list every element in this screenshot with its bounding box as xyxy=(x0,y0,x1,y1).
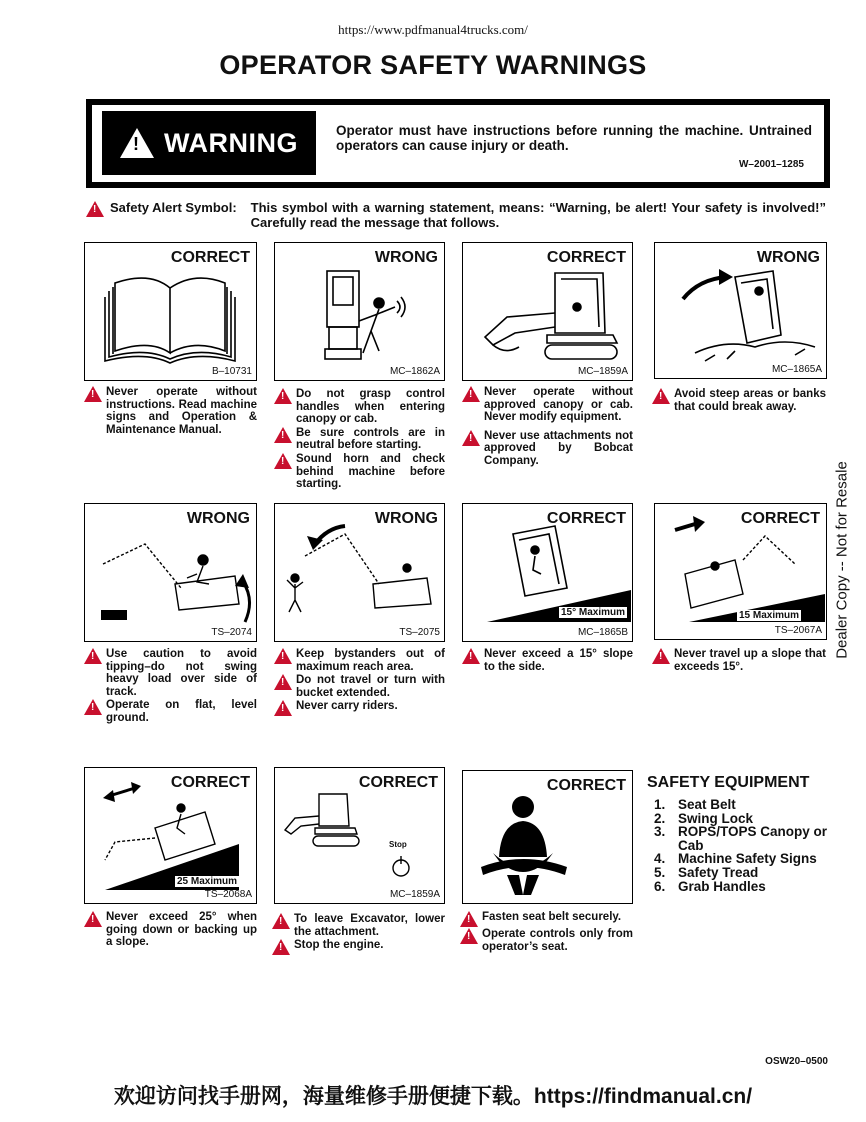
alert-triangle-icon xyxy=(272,939,290,955)
footer-banner[interactable]: 欢迎访问找手册网，海量维修手册便捷下载。https://findmanual.cn/ xyxy=(113,1085,753,1108)
caption-text: Fasten seat belt securely. xyxy=(482,911,622,923)
caption-text: Do not grasp control handles when entering canopy or cab. xyxy=(296,388,445,426)
alert-triangle-icon xyxy=(272,913,290,929)
safety-equipment-title: SAFETY EQUIPMENT xyxy=(647,774,810,791)
panel-heading: WRONG xyxy=(374,510,438,527)
caption-text: Operate controls only from operator’s seat. xyxy=(482,928,633,953)
warning-text: Operator must have instructions before running the machine. Untrained operators can cause injury or death. xyxy=(336,123,812,153)
caption-group xyxy=(652,388,826,414)
alert-text: This symbol with a warning statement, means: “Warning, be alert! Your safety is involved!” Carefully read the message that follows. xyxy=(250,200,826,230)
warning-triangle-icon: ! xyxy=(120,128,154,158)
alert-triangle-icon xyxy=(84,911,102,927)
panel-side-slope xyxy=(462,503,633,642)
panel-bystanders xyxy=(274,503,445,642)
alert-triangle-icon xyxy=(274,453,292,469)
caption-group xyxy=(274,388,445,492)
dealer-copy-side-text: Dealer Copy -- Not for Resale xyxy=(833,461,851,659)
list-item: 6. Grab Handles xyxy=(654,878,766,894)
panel-heading: CORRECT xyxy=(170,774,250,791)
panel-heading: CORRECT xyxy=(358,774,438,791)
caption-text: Be sure controls are in neutral before starting. xyxy=(296,426,445,452)
alert-triangle-icon xyxy=(274,388,292,404)
panel-heading: WRONG xyxy=(186,510,250,527)
panel-heading: WRONG xyxy=(374,249,438,266)
panel-code: MC–1859A xyxy=(577,366,628,377)
panel-code: TS–2075 xyxy=(399,627,440,638)
list-item: 5. Safety Tread xyxy=(654,864,759,880)
caption-group xyxy=(460,911,633,954)
alert-triangle-icon xyxy=(84,386,102,402)
caption-text: Stop the engine. xyxy=(294,939,384,952)
warning-word: WARNING xyxy=(164,127,298,158)
caption-text: Never operate without instructions. Read machine signs and Operation & Maintenance Manual. xyxy=(106,386,257,436)
panel-steep-banks xyxy=(654,242,827,379)
panel-code: MC–1859A xyxy=(389,889,440,900)
panel-travel-up-slope xyxy=(654,503,827,640)
list-item: 3. ROPS/TOPS Canopy or Cab xyxy=(654,824,828,853)
panel-code: TS–2074 xyxy=(211,627,252,638)
caption-group xyxy=(652,648,826,674)
source-url[interactable]: https://www.pdfmanual4trucks.com/ xyxy=(338,22,528,37)
alert-triangle-icon xyxy=(652,388,670,404)
caption-group xyxy=(462,648,633,674)
stop-label: Stop xyxy=(389,840,407,849)
caption-text: Never carry riders. xyxy=(296,700,398,713)
warning-label xyxy=(102,111,316,175)
alert-term: Safety Alert Symbol: xyxy=(110,200,237,215)
caption-text: Operate on flat, level ground. xyxy=(106,699,257,724)
caption-text: Keep bystanders out of maximum reach area. xyxy=(296,648,445,673)
alert-triangle-icon xyxy=(86,201,104,217)
slope-label: 25 Maximum xyxy=(177,876,238,887)
alert-triangle-icon xyxy=(462,648,480,664)
caption-text: Do not travel or turn with bucket extended. xyxy=(296,674,445,699)
caption-group xyxy=(272,913,445,956)
warning-code: W–2001–1285 xyxy=(738,159,804,170)
alert-triangle-icon xyxy=(652,648,670,664)
alert-triangle-icon xyxy=(274,700,292,716)
panel-code: MC–1865A xyxy=(771,364,822,375)
panel-entering-cab xyxy=(274,242,445,381)
panel-tipping xyxy=(84,503,257,642)
panel-heading: CORRECT xyxy=(170,249,250,266)
safety-alert-statement xyxy=(86,201,826,230)
caption-text: Use caution to avoid tipping–do not swing heavy load over side of track. xyxy=(106,648,257,698)
alert-triangle-icon xyxy=(274,648,292,664)
panel-downhill xyxy=(84,767,257,904)
panel-leave-excavator xyxy=(274,767,445,904)
caption-group xyxy=(462,386,633,469)
alert-triangle-icon xyxy=(84,648,102,664)
caption-group xyxy=(84,386,257,437)
caption-group xyxy=(84,648,257,726)
caption-text: Never operate without approved canopy or cab. Never modify equipment. xyxy=(484,386,633,424)
caption-text: Never use attachments not approved by Bobcat Company. xyxy=(484,429,633,467)
alert-triangle-icon xyxy=(460,911,478,927)
caption-text: Never travel up a slope that exceeds 15°. xyxy=(674,648,826,673)
list-item: 1. Seat Belt xyxy=(654,797,736,812)
document-code: OSW20–0500 xyxy=(765,1056,828,1067)
panel-heading: CORRECT xyxy=(546,510,626,527)
caption-text: Never exceed a 15° slope to the side. xyxy=(484,648,633,673)
page-title: OPERATOR SAFETY WARNINGS xyxy=(219,50,647,80)
slope-label: 15 Maximum xyxy=(739,610,800,621)
panel-heading: CORRECT xyxy=(546,777,626,794)
safety-equipment-list xyxy=(654,798,838,893)
caption-text: Never exceed 25° when going down or backing up a slope. xyxy=(106,911,257,949)
alert-triangle-icon xyxy=(274,427,292,443)
alert-triangle-icon xyxy=(84,699,102,715)
panel-code: TS–2068A xyxy=(204,889,252,900)
panel-heading: WRONG xyxy=(756,249,820,266)
panel-seat-belt xyxy=(462,770,633,904)
caption-text: To leave Excavator, lower the attachment. xyxy=(294,913,445,938)
slope-label: 15° Maximum xyxy=(561,607,626,618)
panel-manual xyxy=(84,242,257,381)
warning-box xyxy=(86,99,830,188)
alert-triangle-icon xyxy=(462,430,480,446)
panel-canopy xyxy=(462,242,633,381)
caption-text: Avoid steep areas or banks that could break away. xyxy=(674,388,826,413)
panel-code: TS–2067A xyxy=(774,625,822,636)
alert-triangle-icon xyxy=(460,928,478,944)
caption-group xyxy=(84,911,257,950)
panel-heading: CORRECT xyxy=(740,510,820,527)
alert-triangle-icon xyxy=(274,674,292,690)
panel-code: B–10731 xyxy=(211,366,252,377)
alert-triangle-icon xyxy=(462,386,480,402)
panel-heading: CORRECT xyxy=(546,249,626,266)
caption-text: Sound horn and check behind machine before starting. xyxy=(296,452,445,491)
panel-code: MC–1862A xyxy=(389,366,440,377)
list-item: 4. Machine Safety Signs xyxy=(654,851,817,867)
panel-code: MC–1865B xyxy=(577,627,628,638)
list-item: 2. Swing Lock xyxy=(654,810,754,826)
caption-group xyxy=(274,648,445,717)
